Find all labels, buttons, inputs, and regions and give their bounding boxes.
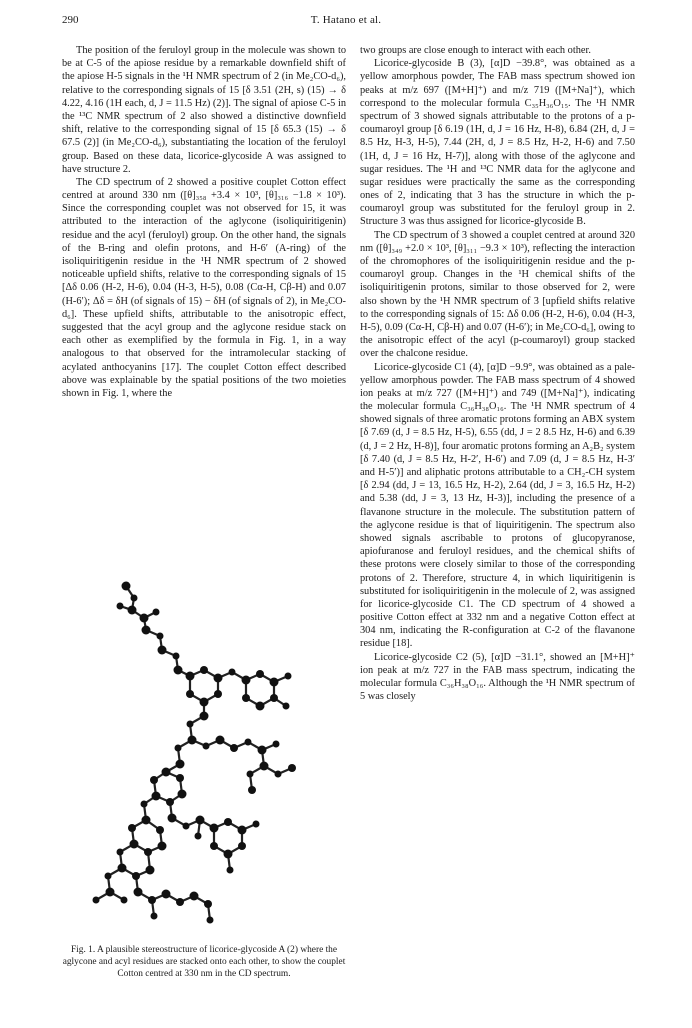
stereostructure-figure: [62, 570, 346, 940]
paragraph: The CD spectrum of 2 showed a positive couplet Cotton effect centred at around 330 nm ([θ]₃₅₈ +3.4 × 10³, [θ]₃₁₆ −1.8 × 10³). Since the corresponding couplet was not observed for 15, it was attributed to the interaction of the aglycone (isoliquiritigenin) residue and the acyl (feruloyl) group. On the other hand, the signals of the B-ring and olefin protons, and H-6′ (A-ring) of the isoliquiritigenin residue in the ¹H NMR spectrum of 2 showed noticeable upfield shifts, relative to the corresponding signals of 15 [Δδ 0.06 (H-2, H-6), 0.04 (H-3, H-5), 0.08 (Cα-H, Cβ-H) and 0.07 (H-6′); Δδ = δH (of signals of 15) − δH (of signals of 2), in Me₂CO-d₆]. These upfield shifts, attributable to the anisotropic effect, suggested that the acyl group and the aglycone residue stack on each other as exemplified by the formula in Fig. 1, in a way analogous to that observed for the intramolecular stacking of acylated anthocyanins [17]. The couplet Cotton effect described above was explainable by the spatial positions of the two moieties shown in Fig. 1, where the: [62, 176, 346, 399]
page-number: 290: [62, 14, 79, 26]
right-column: [360, 44, 635, 703]
paragraph: Licorice-glycoside C1 (4), [α]D −9.9°, was obtained as a pale-yellow amorphous powder. The FAB mass spectrum of 4 showed ion peaks at m/z 727 ([M+H]⁺) and 749 ([M+Na]⁺), indicating the molecular formula C₃₆H₃₈O₁₆. The ¹H NMR spectrum of 4 showed signals of three aromatic protons forming an ABX system [δ 7.69 (d, J = 8.5 Hz, H-5), 6.55 (dd, J = 2 8.5 Hz, H-6) and 6.39 (d, J = 2 Hz, H-8)], four aromatic protons forming an A₂B₂ system [δ 7.40 (d, J = 8.5 Hz, H-2′, H-6′) and 7.09 (d, J = 8.5 Hz, H-3′ and H-5′)] and aliphatic protons attributable to a CH₂-CH system [δ 2.94 (dd, J = 13, 16.5 Hz, H-2), 2.64 (dd, J = 3, 16.5 Hz, H-2) and 5.38 (dd, J = 3, 13 Hz, H-3)], including the presence of a flavanone structure in the molecule. The substitution pattern of the aglycone residue is that of liquiritigenin. The spectrum also showed signals ascribable to protons of glucopyranose, apiofuranose and feruloyl residues, and the chemical shifts of these protons were closely similar to those of the corresponding protons of 2. Therefore, structure 4, in which liquiritigenin is substituted for isoliquiritigenin in the molecule of 2, was assigned for licorice-glycoside C1. The CD spectrum of 4 showed a positive Cotton effect at 332 nm and a negative Cotton effect at 304 nm, indicating the R-configuration at C-2 of the flavanone residue [18].: [360, 361, 635, 650]
atoms: [93, 582, 297, 924]
paragraph: two groups are close enough to interact with each other.: [360, 45, 591, 56]
paragraph: Licorice-glycoside C2 (5), [α]D −31.1°, showed an [M+H]⁺ ion peak at m/z 727 in the FAB mass spectrum, indicating the molecular formula C₃₆H₃₈O₁₆. Although the ¹H NMR spectrum of 5 was closely: [360, 651, 635, 703]
figure-caption: Fig. 1. A plausible stereostructure of licorice-glycoside A (2) where the aglycone and acyl residues are stacked onto each other, to show the couplet Cotton centred at 330 nm in the CD spectrum.: [62, 945, 346, 980]
ball-and-stick-model: [62, 570, 346, 940]
left-column: [62, 44, 346, 400]
paragraph: The CD spectrum of 3 showed a couplet centred at around 320 nm ([θ]₃₄₉ +2.0 × 10³, [θ]₃₁₁ −9.3 × 10³), reflecting the interaction of the chromophores of the isoliquiritigenin residue and the p-coumaroyl group. Changes in the ¹H chemical shifts of the isoliquiritigenin protons, similar to those observed for 2, were also shown by the ¹H NMR spectrum of 3 [upfield shifts relative to the corresponding signals of 15: Δδ 0.06 (H-2, H-6), 0.04 (H-3, H-5), 0.09 (Cα-H, Cβ-H) and 0.07 (H-6′); in Me₂CO-d₆], owing to the anisotropic effect of the acyl (p-coumaroyl) group stacked over the chalcone residue.: [360, 229, 635, 360]
paragraph: Licorice-glycoside B (3), [α]D −39.8°, was obtained as a yellow amorphous powder, The FAB mass spectrum showed ion peaks at m/z 697 ([M+H]⁺) and m/z 719 ([M+Na]⁺), which correspond to the molecular formula C₃₅H₃₆O₁₅. The ¹H NMR spectrum of 3 showed signals attributable to the protons of a p-coumaroyl group [δ 6.19 (1H, d, J = 16 Hz, H-8), 6.84 (2H, d, J = 8.5 Hz, H-3, H-5), 7.44 (2H, d, J = 8.5 Hz, H-2, H-6) and 7.50 (1H, d, J = 16 Hz, H-7)], along with those of the aglycone and sugar residues. The ¹H and ¹³C NMR data for the aglycone and sugar residues were practically the same as the corresponding ones of 2, indicating that 3 has the structure in which the p-coumaroyl group was substituted for the feruloyl group in 2. Structure 3 was thus assigned for licorice-glycoside B.: [360, 58, 635, 228]
paragraph: The position of the feruloyl group in the molecule was shown to be at C-5 of the apiose residue by a remarkable downfield shift of the apiose H-5 signals in the ¹H NMR spectrum of 2 (in Me₂CO-d₆), relative to the corresponding signals of 15 [δ 3.51 (2H, s) (15) → δ 4.22, 4.16 (1H each, d, J = 11.5 Hz) (2)]. The signal of apiose C-5 in the ¹³C NMR spectrum of 2 also showed a distinctive downfield shift, relative to the corresponding signal of 15 [δ 65.3 (15) → δ 67.5 (2)] (in Me₂CO-d₆), substantiating the location of the feruloyl group. Based on these data, licorice-glycoside A was assigned to have structure 2.: [62, 45, 346, 175]
running-head: T. Hatano et al.: [310, 14, 382, 26]
